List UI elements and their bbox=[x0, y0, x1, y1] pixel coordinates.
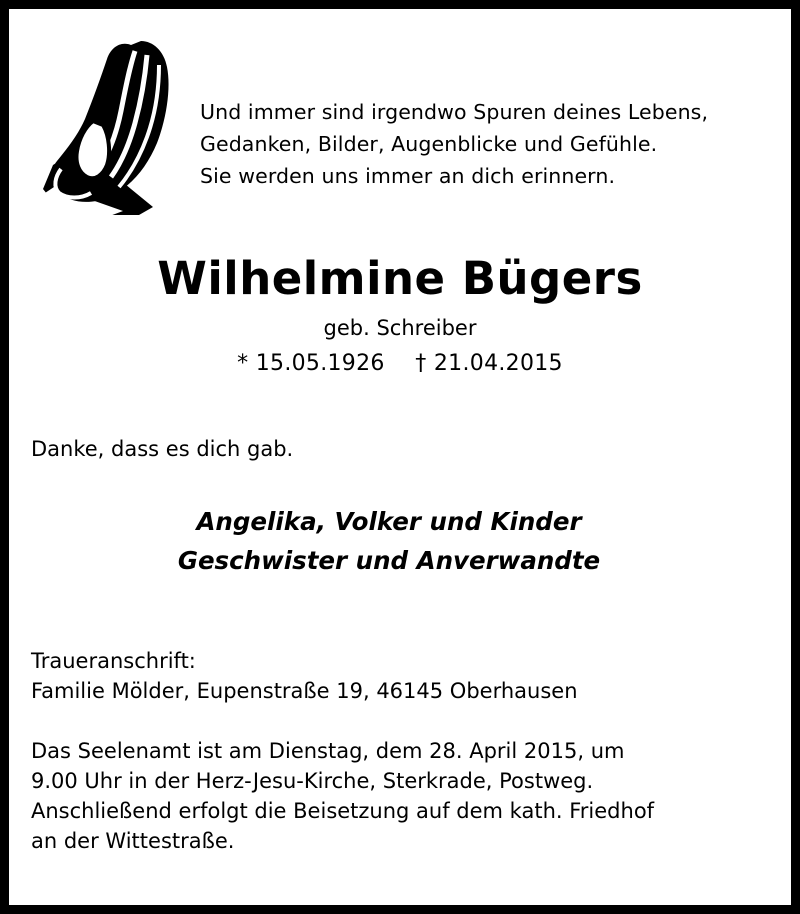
service-line-4: an der Wittestraße. bbox=[31, 828, 235, 853]
deceased-maiden-name: geb. Schreiber bbox=[323, 316, 477, 341]
verse-line-2: Gedanken, Bilder, Augenblicke und Gefühle. bbox=[200, 131, 658, 156]
birth-date: * 15.05.1926 bbox=[237, 351, 385, 377]
service-line-3: Anschließend erfolgt die Beisetzung auf dem kath. Friedhof bbox=[31, 798, 655, 823]
deceased-block bbox=[31, 252, 769, 377]
memorial-verse bbox=[200, 27, 769, 192]
deceased-name: Wilhelmine Bügers bbox=[157, 252, 643, 305]
mourners-line-2: Geschwister und Anverwandte bbox=[177, 546, 601, 576]
service-line-2: 9.00 Uhr in der Herz-Jesu-Kirche, Sterkrade, Postweg. bbox=[31, 768, 594, 793]
condolence-address-label: Traueranschrift: bbox=[31, 649, 196, 674]
verse-line-1: Und immer sind irgendwo Spuren deines Lebens, bbox=[200, 100, 709, 124]
notice-body bbox=[9, 9, 791, 905]
thanks-text: Danke, dass es dich gab. bbox=[31, 437, 294, 462]
death-date: † 21.04.2015 bbox=[415, 351, 563, 377]
mourners-block bbox=[31, 502, 769, 581]
praying-hands-icon bbox=[31, 27, 200, 217]
deceased-dates bbox=[31, 351, 769, 376]
service-line-1: Das Seelenamt ist am Dienstag, dem 28. April 2015, um bbox=[31, 738, 625, 763]
verse-line-3: Sie werden uns immer an dich erinnern. bbox=[200, 163, 616, 188]
funeral-service-info bbox=[31, 736, 769, 856]
header-row bbox=[31, 27, 769, 217]
condolence-address-value: Familie Mölder, Eupenstraße 19, 46145 Oberhausen bbox=[31, 678, 578, 703]
condolence-address-block bbox=[31, 647, 769, 706]
mourners-line-1: Angelika, Volker und Kinder bbox=[196, 506, 582, 536]
